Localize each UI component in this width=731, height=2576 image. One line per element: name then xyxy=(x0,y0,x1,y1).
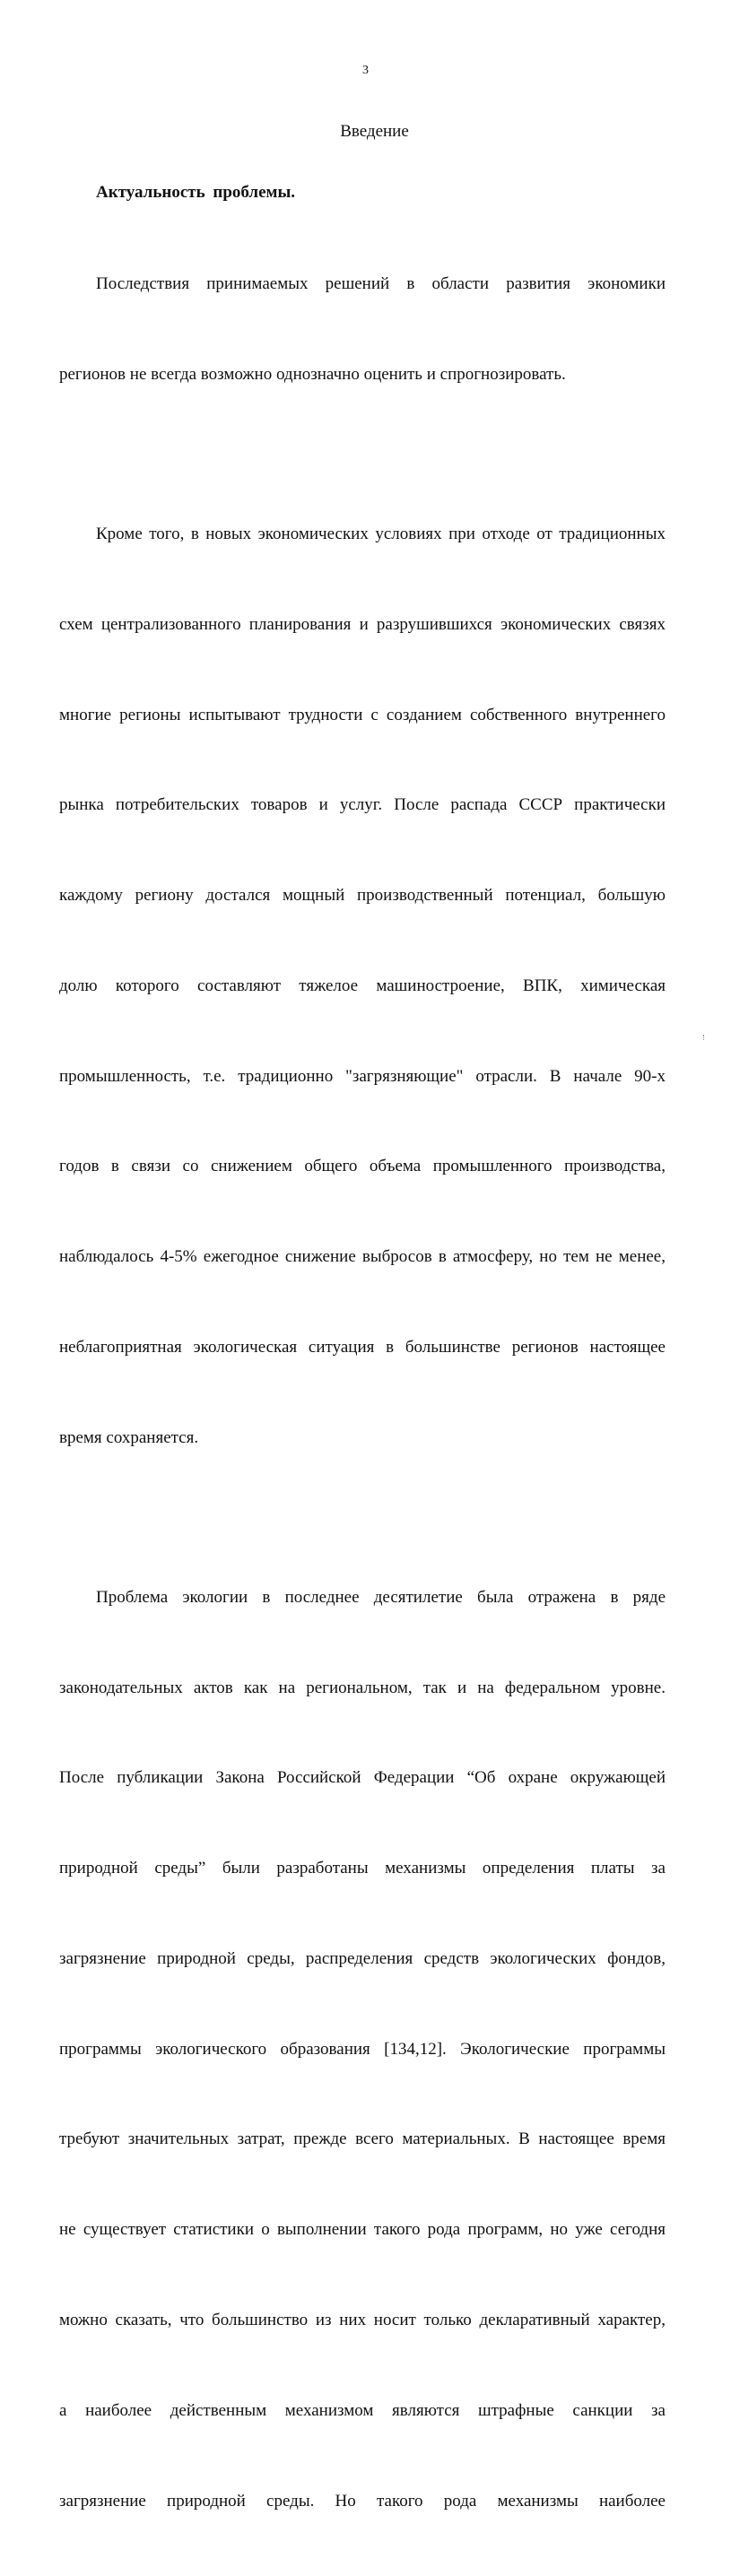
text-line: природной среды” были разработаны механизмы определения платы за xyxy=(59,1859,666,1878)
text-line: загрязнение природной среды, распределения средств экологических фондов, xyxy=(59,1948,666,1968)
paragraph-3 xyxy=(59,1522,666,2576)
text-line: неблагоприятная экологическая ситуация в большинстве регионов настоящее xyxy=(59,1337,666,1357)
text-line: наблюдалось 4-5% ежегодное снижение выбросов в атмосферу, но тем не менее, xyxy=(59,1247,666,1267)
page-number: 3 xyxy=(362,64,369,77)
text-line: время сохраняется. xyxy=(59,1427,199,1447)
text-line: промышленность, т.е. традиционно "загрязняющие" отрасли. В начале 90-х xyxy=(59,1066,666,1086)
text-line: долю которого составляют тяжелое машиностроение, ВПК, химическая xyxy=(59,976,666,995)
text-line: регионов не всегда возможно однозначно оценить и спрогнозировать. xyxy=(59,364,566,384)
text-line: законодательных актов как на региональном, так и на федеральном уровне. xyxy=(59,1678,666,1697)
text-line: каждому региону достался мощный производственный потенциал, большую xyxy=(59,886,666,906)
text-line: годов в связи со снижением общего объема промышленного производства, xyxy=(59,1157,666,1176)
text-line: многие регионы испытывают трудности с созданием собственного внутреннего xyxy=(59,705,666,724)
text-line: рынка потребительских товаров и услуг. После распада СССР практически xyxy=(59,795,666,815)
section-heading: Введение xyxy=(340,122,409,141)
text-line: После публикации Закона Российской Федерации “Об охране окружающей xyxy=(59,1768,666,1788)
text-line: не существует статистики о выполнении такого рода программ, но уже сегодня xyxy=(59,2220,666,2240)
paragraph-1 xyxy=(59,209,666,450)
text-line: можно сказать, что большинство из них носит только декларативный характер, xyxy=(59,2310,666,2329)
paragraph-2 xyxy=(59,459,666,1514)
text-line: требуют значительных затрат, прежде всего материальных. В настоящее время xyxy=(59,2129,666,2149)
text-line: программы экологического образования [134,12]. Экологические программы xyxy=(59,2039,666,2059)
text-line: Проблема экологии в последнее десятилетие была отражена в ряде xyxy=(96,1587,666,1607)
text-line: Кроме того, в новых экономических условиях при отходе от традиционных xyxy=(96,524,666,543)
text-line: а наиболее действенным механизмом являются штрафные санкции за xyxy=(59,2400,666,2420)
subsection-heading: Актуальность проблемы. xyxy=(96,183,296,202)
scan-artifact xyxy=(703,1035,708,1040)
body-text xyxy=(59,209,666,2576)
text-line: Последствия принимаемых решений в области развития экономики xyxy=(96,274,666,294)
text-line: схем централизованного планирования и разрушившихся экономических связях xyxy=(59,614,666,634)
text-line: загрязнение природной среды. Но такого рода механизмы наиболее xyxy=(59,2491,666,2511)
